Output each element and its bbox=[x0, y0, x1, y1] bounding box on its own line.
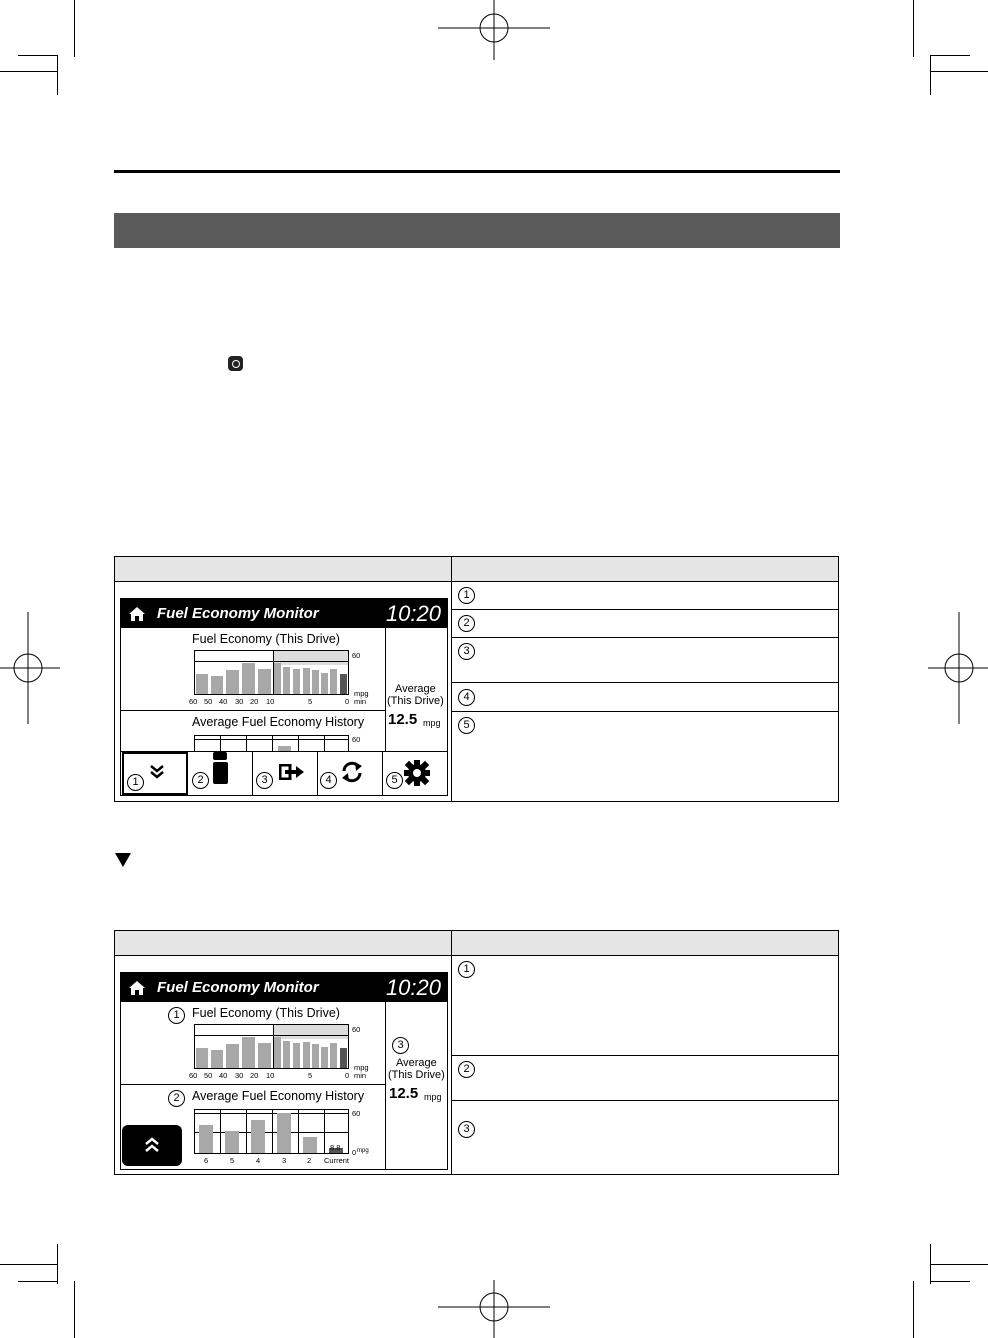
average-value: 12.5 bbox=[388, 711, 418, 728]
crop-mark bbox=[74, 0, 75, 57]
home-icon[interactable] bbox=[128, 980, 146, 996]
unit-label: mpg bbox=[357, 1148, 369, 1154]
crop-mark bbox=[74, 1281, 75, 1338]
crop-mark bbox=[57, 55, 58, 95]
average-label: Average bbox=[395, 683, 436, 695]
header-rule bbox=[114, 170, 840, 173]
callout-number: 3 bbox=[392, 1037, 409, 1054]
x-tick-label: 4 bbox=[256, 1156, 261, 1165]
crop-mark bbox=[930, 71, 988, 72]
crop-mark bbox=[913, 0, 914, 57]
crop-mark bbox=[930, 1244, 931, 1284]
x-tick-label: 40 bbox=[219, 1071, 228, 1080]
row-number: 2 bbox=[458, 1061, 475, 1078]
row-number: 2 bbox=[458, 615, 475, 632]
fuel-economy-chart bbox=[194, 650, 349, 695]
clock: 10:20 bbox=[385, 601, 441, 626]
chart-title: Average Fuel Economy History bbox=[192, 715, 365, 729]
x-tick-label: Current bbox=[324, 1156, 350, 1165]
x-tick-label: 60 bbox=[189, 1071, 198, 1080]
x-tick-label: 6 bbox=[204, 1156, 209, 1165]
callout-number: 1 bbox=[127, 774, 144, 791]
fuel-economy-this-drive-pane bbox=[120, 627, 386, 711]
callout-number: 4 bbox=[320, 772, 337, 789]
fuel-economy-chart bbox=[194, 1024, 349, 1069]
double-chevron-up-icon bbox=[144, 1137, 160, 1153]
crop-mark bbox=[18, 55, 58, 56]
fuel-economy-screen-expanded bbox=[120, 972, 448, 1170]
x-tick-label: 30 bbox=[235, 697, 244, 706]
chart-title: Fuel Economy (This Drive) bbox=[192, 1006, 340, 1020]
section-heading-bar bbox=[114, 213, 840, 248]
home-icon[interactable] bbox=[128, 606, 146, 622]
column-divider bbox=[451, 557, 452, 801]
row-number: 3 bbox=[458, 1121, 475, 1138]
expand-button[interactable] bbox=[122, 1125, 182, 1166]
y-axis-max: 60 bbox=[352, 1109, 361, 1118]
history-chart bbox=[194, 1109, 349, 1154]
screen-title: Fuel Economy Monitor bbox=[157, 605, 319, 622]
x-tick-label: 50 bbox=[204, 1071, 213, 1080]
settings-button[interactable] bbox=[383, 752, 447, 795]
arrow-right-icon bbox=[279, 764, 305, 780]
row-number: 3 bbox=[458, 643, 475, 660]
x-tick-label: 20 bbox=[250, 697, 259, 706]
average-panel bbox=[385, 627, 447, 755]
gear-icon bbox=[403, 759, 431, 787]
crop-mark bbox=[57, 1244, 58, 1284]
unit-label: min bbox=[354, 1071, 367, 1080]
callout-number: 2 bbox=[168, 1090, 185, 1107]
table-header bbox=[115, 557, 838, 582]
clock: 10:20 bbox=[385, 975, 441, 1000]
chart-title: Average Fuel Economy History bbox=[192, 1089, 365, 1103]
fuel-economy-this-drive-pane bbox=[120, 1001, 386, 1085]
app-button-icon bbox=[228, 356, 243, 371]
row-divider bbox=[452, 637, 838, 638]
current-value: 8.8 bbox=[330, 1143, 341, 1152]
crop-mark bbox=[930, 1281, 970, 1282]
crop-mark bbox=[930, 1264, 988, 1265]
row-number: 1 bbox=[458, 961, 475, 978]
row-divider bbox=[452, 609, 838, 610]
x-tick-label: 30 bbox=[235, 1071, 244, 1080]
registration-mark bbox=[928, 612, 988, 724]
row-divider bbox=[452, 711, 838, 712]
average-unit: mpg bbox=[423, 718, 441, 728]
registration-mark bbox=[438, 1280, 550, 1338]
row-divider bbox=[452, 682, 838, 683]
average-sublabel: (This Drive) bbox=[388, 1069, 445, 1081]
y-axis-max: 60 bbox=[352, 1025, 361, 1034]
average-history-pane bbox=[120, 710, 386, 755]
callout-number: 1 bbox=[168, 1007, 185, 1024]
x-tick-label: 10 bbox=[266, 1071, 275, 1080]
chart-title: Fuel Economy (This Drive) bbox=[192, 632, 340, 646]
average-label: Average bbox=[396, 1057, 437, 1069]
registration-mark bbox=[438, 0, 550, 60]
transfer-button[interactable] bbox=[253, 752, 318, 795]
x-tick-label: 5 bbox=[308, 1071, 313, 1080]
y-axis-max: 60 bbox=[352, 735, 361, 744]
average-unit: mpg bbox=[424, 1092, 442, 1102]
crop-mark bbox=[0, 71, 57, 72]
crop-mark bbox=[0, 1264, 57, 1265]
screen-title-bar bbox=[121, 599, 447, 628]
crop-mark bbox=[18, 1281, 58, 1282]
row-divider bbox=[452, 1100, 838, 1101]
unit-label: mpg bbox=[354, 689, 369, 698]
x-tick-label: 3 bbox=[282, 1156, 287, 1165]
average-value: 12.5 bbox=[389, 1085, 419, 1102]
x-tick-label: 5 bbox=[308, 697, 313, 706]
screen-title-bar bbox=[121, 973, 447, 1002]
triangle-down-icon bbox=[114, 852, 132, 868]
unit-label: mpg bbox=[354, 1063, 369, 1072]
reset-button[interactable] bbox=[318, 752, 383, 795]
y-axis-max: 60 bbox=[352, 651, 361, 660]
callout-number: 2 bbox=[192, 772, 209, 789]
fuel-pump-icon bbox=[212, 752, 230, 785]
x-tick-label: 5 bbox=[230, 1156, 235, 1165]
unit-label: min bbox=[354, 697, 367, 706]
crop-mark bbox=[913, 1281, 914, 1338]
screen-title: Fuel Economy Monitor bbox=[157, 979, 319, 996]
table-header bbox=[115, 931, 838, 956]
collapse-button[interactable] bbox=[122, 752, 188, 795]
registration-mark bbox=[0, 612, 60, 724]
x-tick-label: 10 bbox=[266, 697, 275, 706]
fuel-info-button[interactable] bbox=[188, 752, 253, 795]
x-tick-label: 60 bbox=[189, 697, 198, 706]
row-number: 4 bbox=[458, 689, 475, 706]
callout-number: 5 bbox=[386, 772, 403, 789]
column-divider bbox=[451, 931, 452, 1174]
x-tick-label: 2 bbox=[307, 1156, 312, 1165]
x-tick-label: 40 bbox=[219, 697, 228, 706]
row-number: 1 bbox=[458, 587, 475, 604]
row-divider bbox=[452, 1055, 838, 1056]
info-table-1 bbox=[114, 556, 839, 802]
refresh-icon bbox=[340, 760, 364, 784]
x-tick-label: 50 bbox=[204, 697, 213, 706]
fuel-economy-screen bbox=[120, 598, 448, 796]
average-panel bbox=[385, 1001, 448, 1169]
x-tick-label: 20 bbox=[250, 1071, 259, 1080]
crop-mark bbox=[930, 55, 970, 56]
x-tick-label: 0 bbox=[345, 1071, 350, 1080]
average-sublabel: (This Drive) bbox=[387, 695, 444, 707]
y-axis-min: 0 bbox=[352, 1148, 357, 1157]
double-chevron-down-icon bbox=[149, 764, 165, 780]
crop-mark bbox=[930, 55, 931, 95]
info-table-2 bbox=[114, 930, 839, 1175]
row-number: 5 bbox=[458, 717, 475, 734]
x-tick-label: 0 bbox=[345, 697, 350, 706]
button-bar bbox=[121, 751, 448, 796]
callout-number: 3 bbox=[256, 772, 273, 789]
